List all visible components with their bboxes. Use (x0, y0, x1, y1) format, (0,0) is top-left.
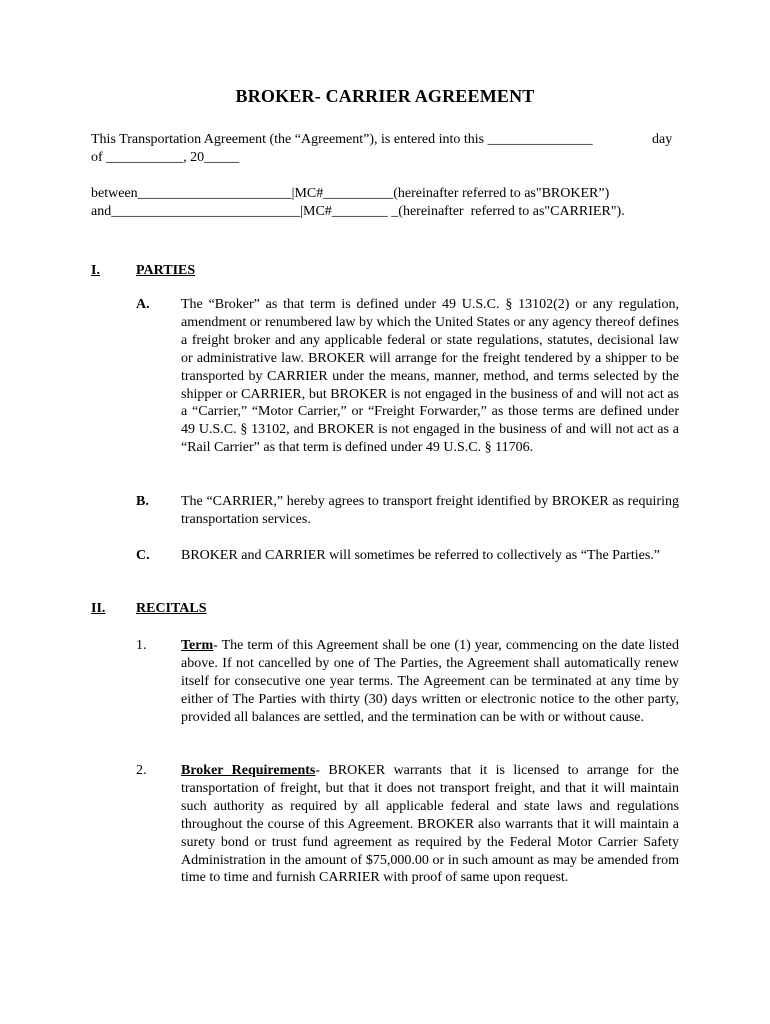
item-2-label: Broker Requirements (181, 763, 316, 778)
item-1-paragraph (181, 637, 679, 727)
item-2-text: - BROKER warrants that it is licensed to arrange for the transportation of freight, but that it does not transport freight, and that it will maintain such authority as required by all applicable federal and state laws and regulations throughout the course of this Agreement. BROKER also warrants that it will maintain a surety bond or trust fund agreement as required by the Federal Motor Carrier Safety Administration in the amount of $75,000.00 or in such amount as may be amended from time to time and furnish CARRIER with proof of same upon request. (181, 763, 679, 886)
and-line: and___________________________|MC#________ _(hereinafter referred to as"CARRIER"). (91, 204, 625, 219)
section-1-heading: PARTIES (136, 263, 196, 278)
item-c-marker: C. (136, 548, 150, 563)
item-a-text: The “Broker” as that term is defined under 49 U.S.C. § 13102(2) or any regulation, amendment or renumbered law by which the United States or any agency thereof defines a freight broker and any applicable federal or state regulations, statutes, decisional law or administrative law. BROKER will arrange for the freight tendered by a shipper to be transported by CARRIER under the means, manner, method, and terms selected by the shipper or CARRIER, but BROKER is not engaged in the business of and will not act as a “Carrier,” “Motor Carrier,” or “Freight Forwarder,” as those terms are defined under 49 U.S.C. § 13102, and BROKER is not engaged in the business of and will not act as a “Rail Carrier” as that term is defined under 49 U.S.C. § 11706. (181, 297, 679, 456)
document-title: BROKER- CARRIER AGREEMENT (235, 86, 535, 106)
section-2-number: II. (91, 601, 106, 616)
intro-line-1: This Transportation Agreement (the “Agreement”), is entered into this _______________ (91, 132, 593, 147)
item-a-marker: A. (136, 297, 150, 312)
item-b-marker: B. (136, 494, 149, 509)
item-c-text: BROKER and CARRIER will sometimes be referred to collectively as “The Parties.” (181, 548, 660, 563)
item-1-text: - The term of this Agreement shall be one (1) year, commencing on the date listed above. If not cancelled by one of The Parties, the Agreement shall automatically renew itself for consecutive one year terms. The Agreement can be terminated at any time by either of The Parties with thirty (30) days written or electronic notice to the other party, provided all balances are settled, and the termination can be with or without cause. (181, 638, 679, 725)
item-b-text: The “CARRIER,” hereby agrees to transport freight identified by BROKER as requiring transportation services. (181, 494, 679, 527)
section-2-heading: RECITALS (136, 601, 207, 616)
intro-day-label: day (652, 132, 673, 147)
item-1-label: Term (181, 638, 214, 653)
item-1-marker: 1. (136, 638, 147, 653)
item-2-marker: 2. (136, 763, 147, 778)
intro-line-2: of ___________, 20_____ (91, 150, 240, 165)
between-line: between______________________|MC#__________(hereinafter referred to as"BROKER”) (91, 186, 610, 201)
section-1-number: I. (91, 263, 100, 278)
item-2-paragraph (181, 762, 679, 887)
